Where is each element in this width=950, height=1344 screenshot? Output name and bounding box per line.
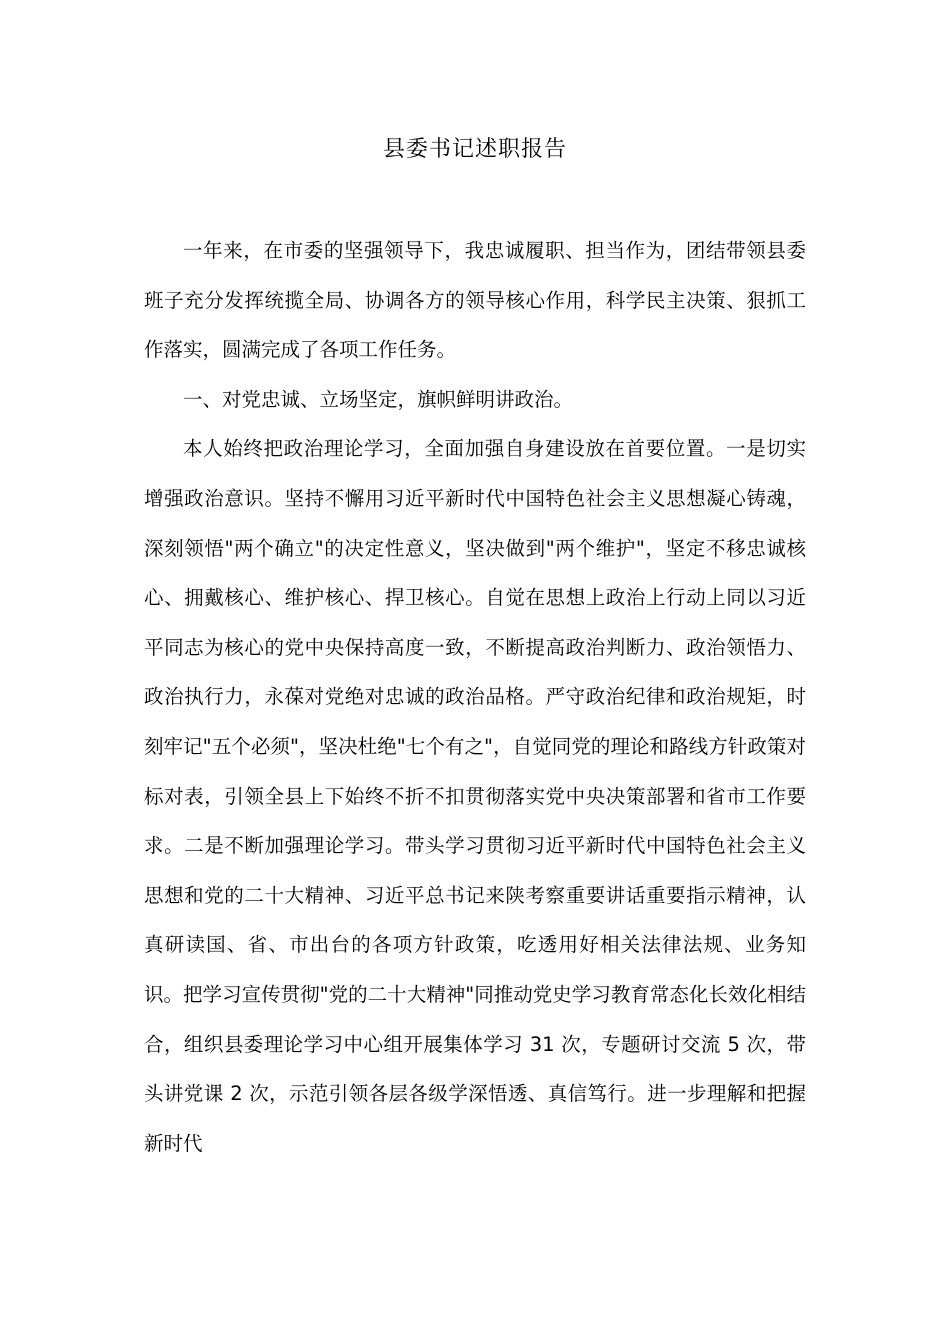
paragraph-intro: 一年来，在市委的坚强领导下，我忠诚履职、担当作为，团结带领县委班子充分发挥统揽全局、协调各方的领导核心作用，科学民主决策、狠抓工作落实，圆满完成了各项工作任务。 — [144, 239, 806, 362]
document-title: 县委书记述职报告 — [382, 137, 567, 162]
section-heading-1: 一、对党忠诚、立场坚定，旗帜鲜明讲政治。 — [183, 387, 574, 411]
document-body — [144, 226, 806, 1168]
paragraph-section-1: 本人始终把政治理论学习，全面加强自身建设放在首要位置。一是切实增强政治意识。坚持不懈用习近平新时代中国特色社会主义思想凝心铸魂，深刻领悟"两个确立"的决定性意义，坚决做到"两个维护"，坚定不移忠诚核心、拥戴核心、维护核心、捍卫核心。自觉在思想上政治上行动上同以习近平同志为核心的党中央保持高度一致，不断提高政治判断力、政治领悟力、政治执行力，永葆对党绝对忠诚的政治品格。严守政治纪律和政治规矩，时刻牢记"五个必须"，坚决杜绝"七个有之"，自觉同党的理论和路线方针政策对标对表，引领全县上下始终不折不扣贯彻落实党中央决策部署和省市工作要求。二是不断加强理论学习。带头学习贯彻习近平新时代中国特色社会主义思想和党的二十大精神、习近平总书记来陕考察重要讲话重要指示精神，认真研读国、省、市出台的各项方针政策，吃透用好相关法律法规、业务知识。把学习宣传贯彻"党的二十大精神"同推动党史学习教育常态化长效化相结合，组织县委理论学习中心组开展集体学习 31 次，专题研讨交流 5 次，带头讲党课 2 次，示范引领各层各级学深悟透、真信笃行。进一步理解和把握新时代 — [144, 437, 806, 1155]
